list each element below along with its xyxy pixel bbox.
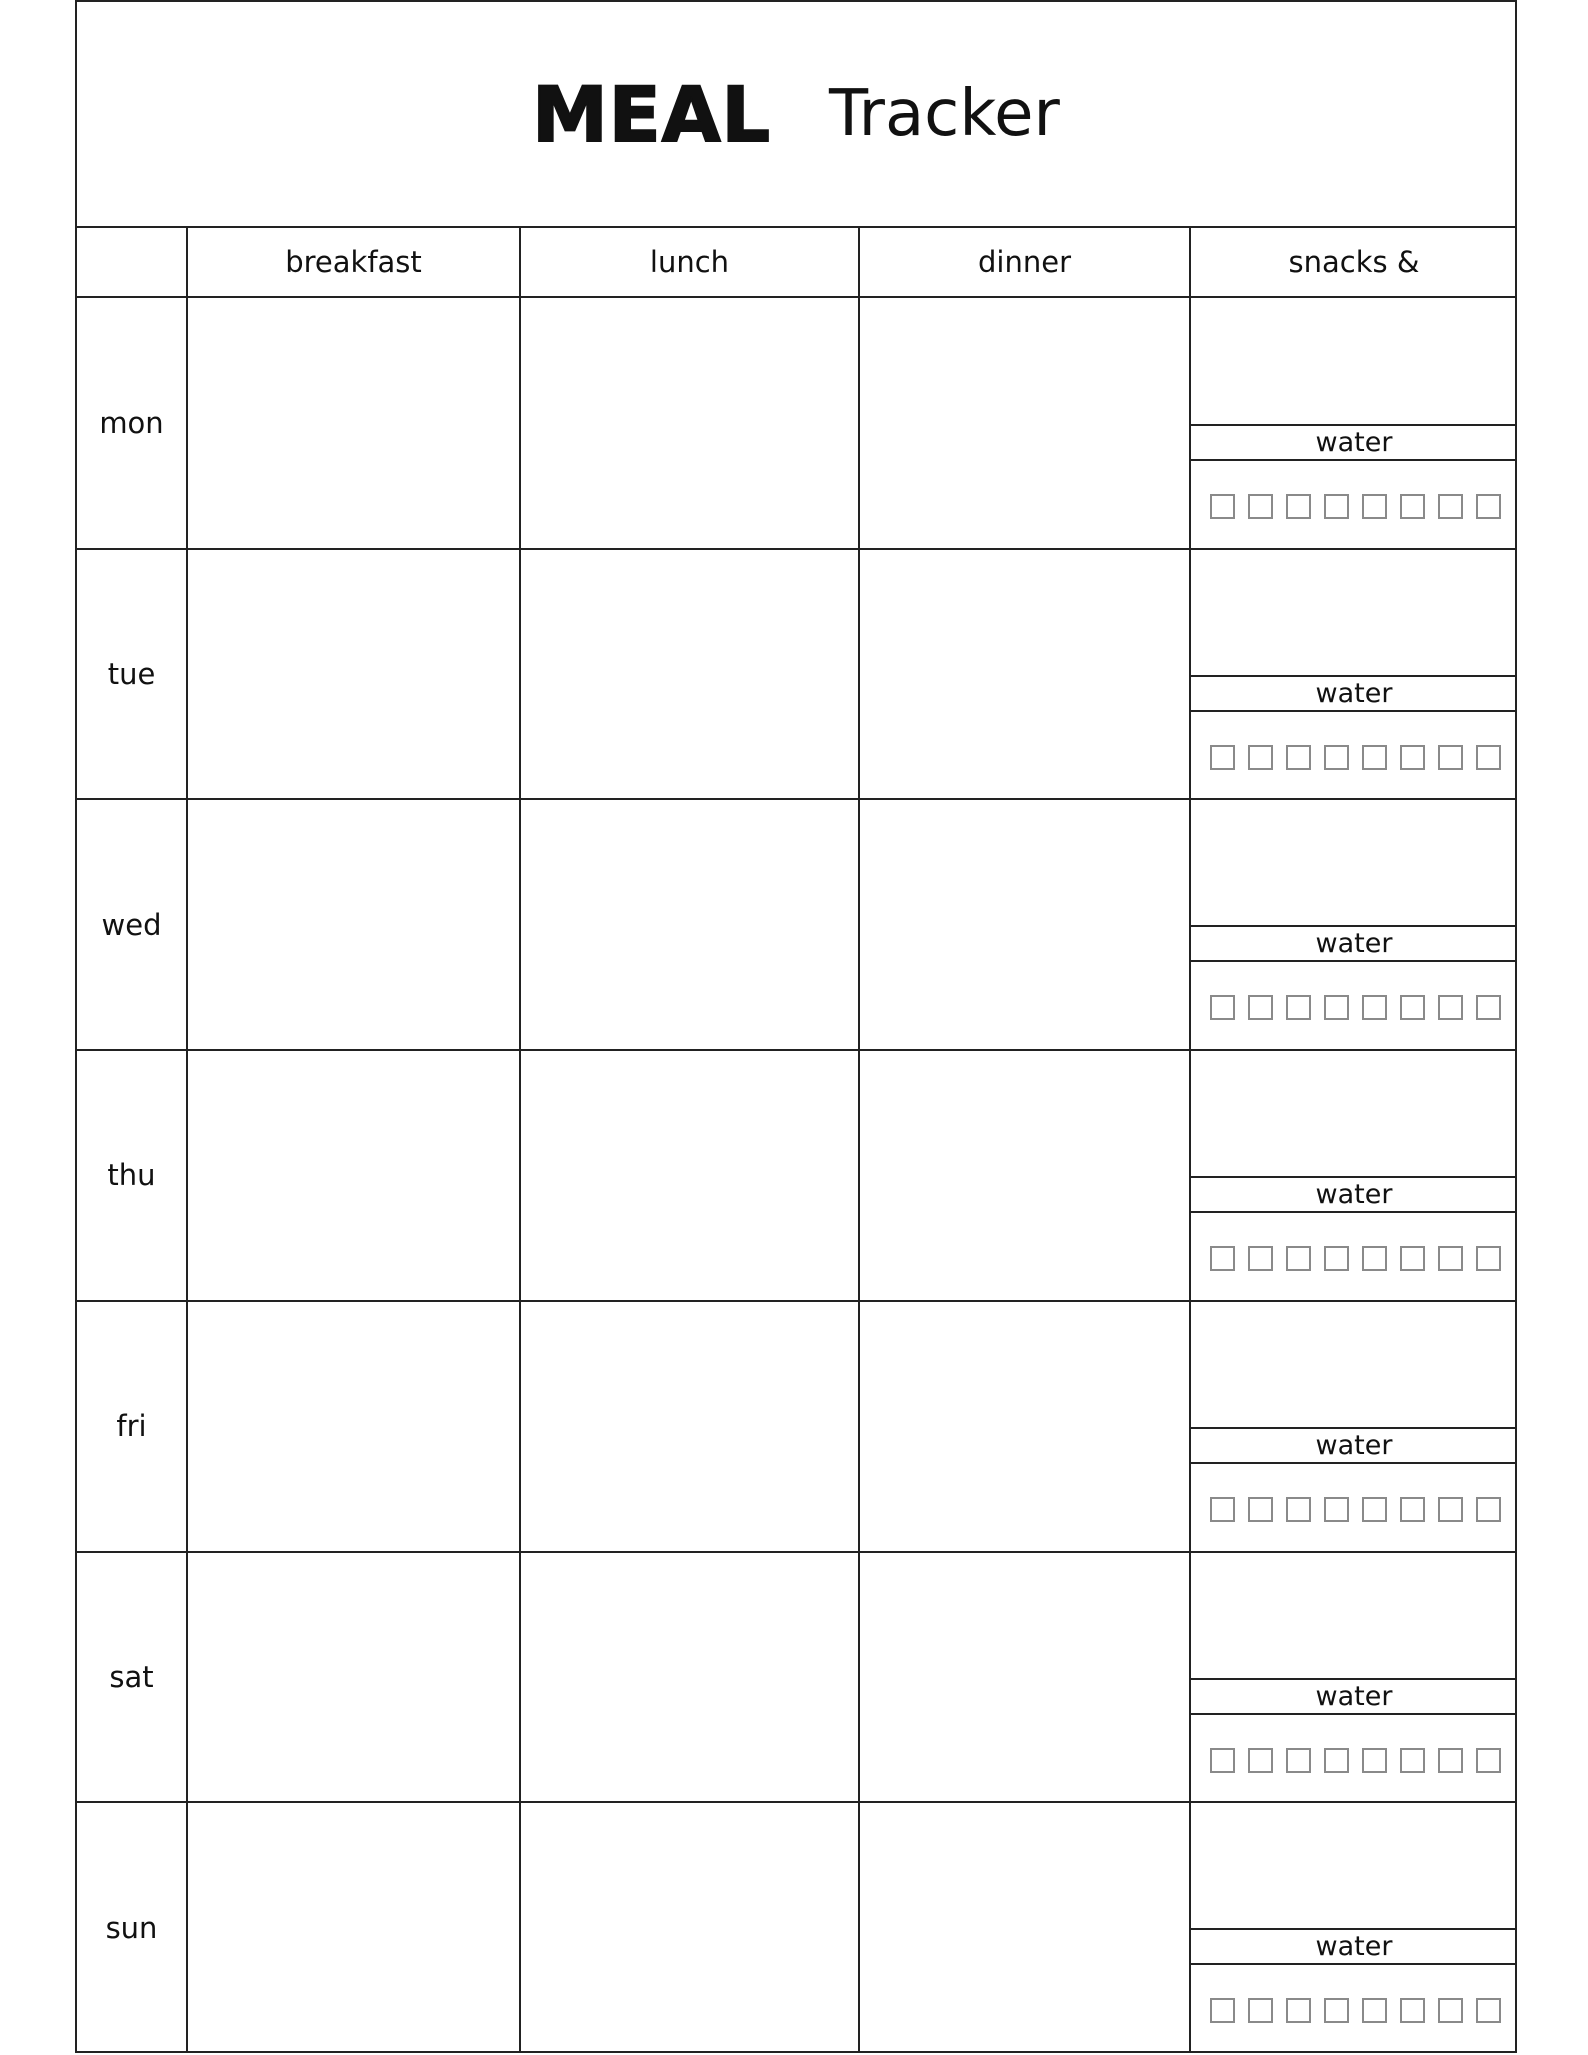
water-checkbox[interactable] xyxy=(1438,745,1463,770)
water-checkbox[interactable] xyxy=(1286,1497,1311,1522)
water-checkbox[interactable] xyxy=(1324,1246,1349,1271)
title-area xyxy=(77,2,1515,228)
water-checkbox[interactable] xyxy=(1362,1497,1387,1522)
water-checkbox[interactable] xyxy=(1362,995,1387,1020)
water-checkbox[interactable] xyxy=(1476,1748,1501,1773)
water-checkbox[interactable] xyxy=(1362,1246,1387,1271)
water-checkbox[interactable] xyxy=(1362,745,1387,770)
grid-vline-lunch xyxy=(858,228,860,2051)
day-label-tue: tue xyxy=(107,657,156,692)
water-checkbox[interactable] xyxy=(1210,494,1235,519)
water-checkbox[interactable] xyxy=(1476,1497,1501,1522)
water-cups-sun xyxy=(1210,1998,1501,2023)
water-checkbox[interactable] xyxy=(1286,995,1311,1020)
water-checkbox[interactable] xyxy=(1286,745,1311,770)
water-checkbox[interactable] xyxy=(1438,995,1463,1020)
row-divider xyxy=(77,1049,1515,1051)
row-divider xyxy=(77,1300,1515,1302)
water-label-thu: water xyxy=(1191,1176,1517,1213)
water-checkbox[interactable] xyxy=(1438,1748,1463,1773)
water-checkbox[interactable] xyxy=(1248,1998,1273,2023)
water-checkbox[interactable] xyxy=(1400,1246,1425,1271)
water-checkbox[interactable] xyxy=(1248,995,1273,1020)
water-label-fri: water xyxy=(1191,1427,1517,1464)
water-label-tue: water xyxy=(1191,675,1517,712)
water-checkbox[interactable] xyxy=(1324,1497,1349,1522)
grid-vline-day xyxy=(186,228,188,2051)
water-checkbox[interactable] xyxy=(1210,1246,1235,1271)
water-cups-mon xyxy=(1210,494,1501,519)
day-label-mon: mon xyxy=(99,406,164,441)
water-checkbox[interactable] xyxy=(1476,1246,1501,1271)
water-checkbox[interactable] xyxy=(1286,494,1311,519)
water-label-wed: water xyxy=(1191,925,1517,962)
water-checkbox[interactable] xyxy=(1362,494,1387,519)
day-label-thu: thu xyxy=(107,1158,156,1193)
day-label-fri: fri xyxy=(116,1409,147,1444)
meal-tracker-sheet xyxy=(75,0,1517,2053)
water-checkbox[interactable] xyxy=(1324,995,1349,1020)
grid-vline-breakfast xyxy=(519,228,521,2051)
header-lunch: lunch xyxy=(649,245,730,279)
water-checkbox[interactable] xyxy=(1476,1998,1501,2023)
water-checkbox[interactable] xyxy=(1286,1246,1311,1271)
water-checkbox[interactable] xyxy=(1362,1998,1387,2023)
header-snacks: snacks & xyxy=(1288,245,1420,279)
water-cups-thu xyxy=(1210,1246,1501,1271)
water-checkbox[interactable] xyxy=(1324,1998,1349,2023)
water-checkbox[interactable] xyxy=(1210,1748,1235,1773)
water-checkbox[interactable] xyxy=(1210,1497,1235,1522)
water-label-sat: water xyxy=(1191,1678,1517,1715)
row-divider xyxy=(77,548,1515,550)
water-checkbox[interactable] xyxy=(1438,1497,1463,1522)
water-checkbox[interactable] xyxy=(1400,1497,1425,1522)
row-divider xyxy=(77,1801,1515,1803)
water-checkbox[interactable] xyxy=(1324,1748,1349,1773)
row-divider xyxy=(77,798,1515,800)
header-divider xyxy=(77,296,1515,298)
water-checkbox[interactable] xyxy=(1476,745,1501,770)
water-checkbox[interactable] xyxy=(1400,995,1425,1020)
water-cups-sat xyxy=(1210,1748,1501,1773)
water-label-mon: water xyxy=(1191,424,1517,461)
row-divider xyxy=(77,1551,1515,1553)
water-checkbox[interactable] xyxy=(1248,1246,1273,1271)
water-checkbox[interactable] xyxy=(1324,494,1349,519)
water-checkbox[interactable] xyxy=(1210,1998,1235,2023)
water-checkbox[interactable] xyxy=(1248,494,1273,519)
water-checkbox[interactable] xyxy=(1438,1246,1463,1271)
water-cups-fri xyxy=(1210,1497,1501,1522)
water-checkbox[interactable] xyxy=(1286,1998,1311,2023)
water-checkbox[interactable] xyxy=(1362,1748,1387,1773)
day-label-sat: sat xyxy=(109,1659,154,1694)
water-checkbox[interactable] xyxy=(1476,494,1501,519)
water-checkbox[interactable] xyxy=(1400,1998,1425,2023)
water-checkbox[interactable] xyxy=(1248,1748,1273,1773)
water-checkbox[interactable] xyxy=(1476,995,1501,1020)
water-checkbox[interactable] xyxy=(1210,995,1235,1020)
water-checkbox[interactable] xyxy=(1248,745,1273,770)
day-label-wed: wed xyxy=(101,907,162,942)
title-tracker: Tracker xyxy=(828,77,1060,151)
water-checkbox[interactable] xyxy=(1324,745,1349,770)
title-meal: MEAL xyxy=(532,69,771,159)
header-dinner: dinner xyxy=(978,245,1071,279)
water-cups-tue xyxy=(1210,745,1501,770)
water-checkbox[interactable] xyxy=(1400,1748,1425,1773)
water-checkbox[interactable] xyxy=(1400,494,1425,519)
grid-vline-dinner xyxy=(1189,228,1191,2051)
water-checkbox[interactable] xyxy=(1438,494,1463,519)
water-label-sun: water xyxy=(1191,1928,1517,1965)
water-checkbox[interactable] xyxy=(1248,1497,1273,1522)
water-checkbox[interactable] xyxy=(1210,745,1235,770)
water-checkbox[interactable] xyxy=(1286,1748,1311,1773)
water-checkbox[interactable] xyxy=(1438,1998,1463,2023)
day-label-sun: sun xyxy=(105,1910,158,1945)
water-checkbox[interactable] xyxy=(1400,745,1425,770)
water-cups-wed xyxy=(1210,995,1501,1020)
header-breakfast: breakfast xyxy=(285,245,422,279)
